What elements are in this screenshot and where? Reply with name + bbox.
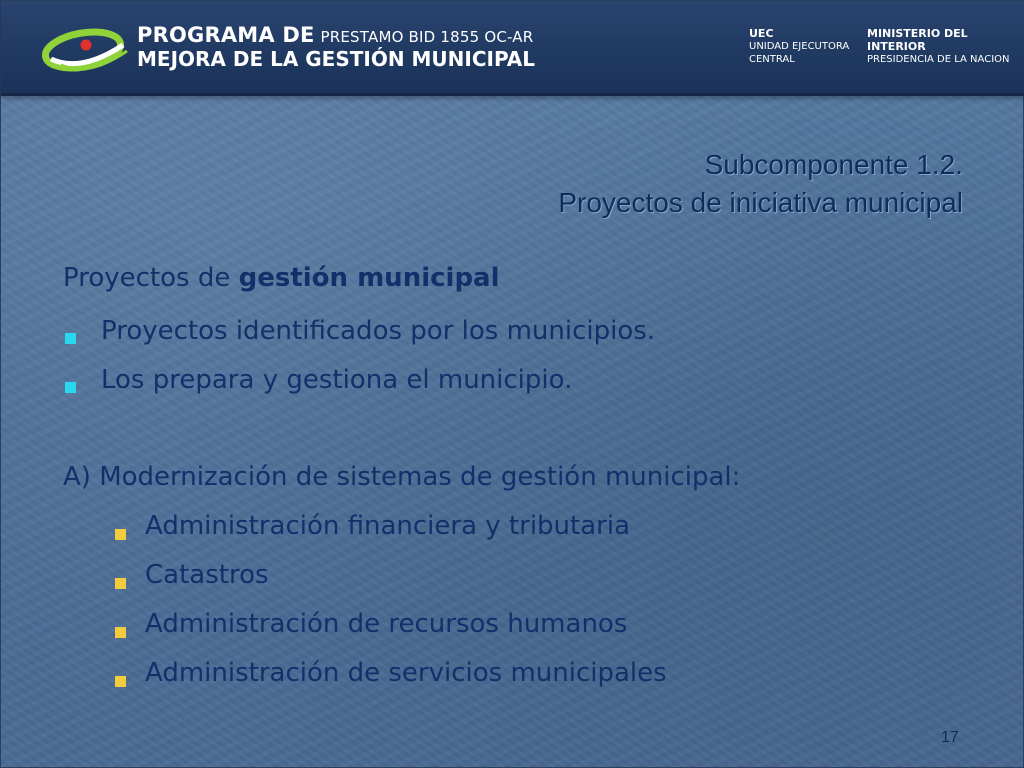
bullet-item: Proyectos identificados por los municipios. — [101, 316, 656, 346]
sub-bullet-item: Administración de recursos humanos — [145, 609, 628, 639]
ministry-name-line1: MINISTERIO DEL — [867, 27, 968, 40]
slide-title-line2: Proyectos de iniciativa municipal — [558, 187, 963, 218]
ministry-label-block — [867, 27, 1010, 66]
heading-prefix: Proyectos de — [63, 263, 239, 293]
program-title-line2: MEJORA DE LA GESTIÓN MUNICIPAL — [137, 47, 536, 71]
program-name-part1: PROGRAMA DE — [137, 23, 315, 47]
bullet-square-icon — [115, 578, 126, 589]
slide-title — [558, 146, 963, 222]
slide-header — [1, 1, 1024, 96]
sub-bullet-item: Administración de servicios municipales — [145, 658, 667, 688]
ministry-name-line2: INTERIOR — [867, 40, 926, 53]
presidency-label: PRESIDENCIA DE LA NACION — [867, 54, 1010, 65]
bullet-square-icon — [115, 529, 126, 540]
bullet-square-icon — [65, 333, 76, 344]
program-logo-icon — [41, 25, 131, 75]
bullet-square-icon — [65, 382, 76, 393]
uec-label-block — [749, 27, 849, 66]
uec-name-line2: CENTRAL — [749, 54, 795, 65]
section-a-heading: A) Modernización de sistemas de gestión municipal: — [63, 462, 741, 492]
bullet-square-icon — [115, 627, 126, 638]
loan-reference: PRESTAMO BID 1855 OC-AR — [320, 28, 534, 46]
slide-title-line1: Subcomponente 1.2. — [704, 149, 963, 180]
uec-name-line1: UNIDAD EJECUTORA — [749, 41, 850, 52]
bullet-square-icon — [115, 676, 126, 687]
uec-acronym: UEC — [749, 27, 774, 40]
slide-number: 17 — [941, 729, 959, 746]
content-heading — [63, 263, 500, 293]
heading-emphasis: gestión municipal — [238, 263, 500, 293]
program-title-line1 — [137, 23, 533, 47]
sub-bullet-item: Administración financiera y tributaria — [145, 511, 630, 541]
bullet-item: Los prepara y gestiona el municipio. — [101, 365, 573, 395]
sub-bullet-item: Catastros — [145, 560, 269, 590]
